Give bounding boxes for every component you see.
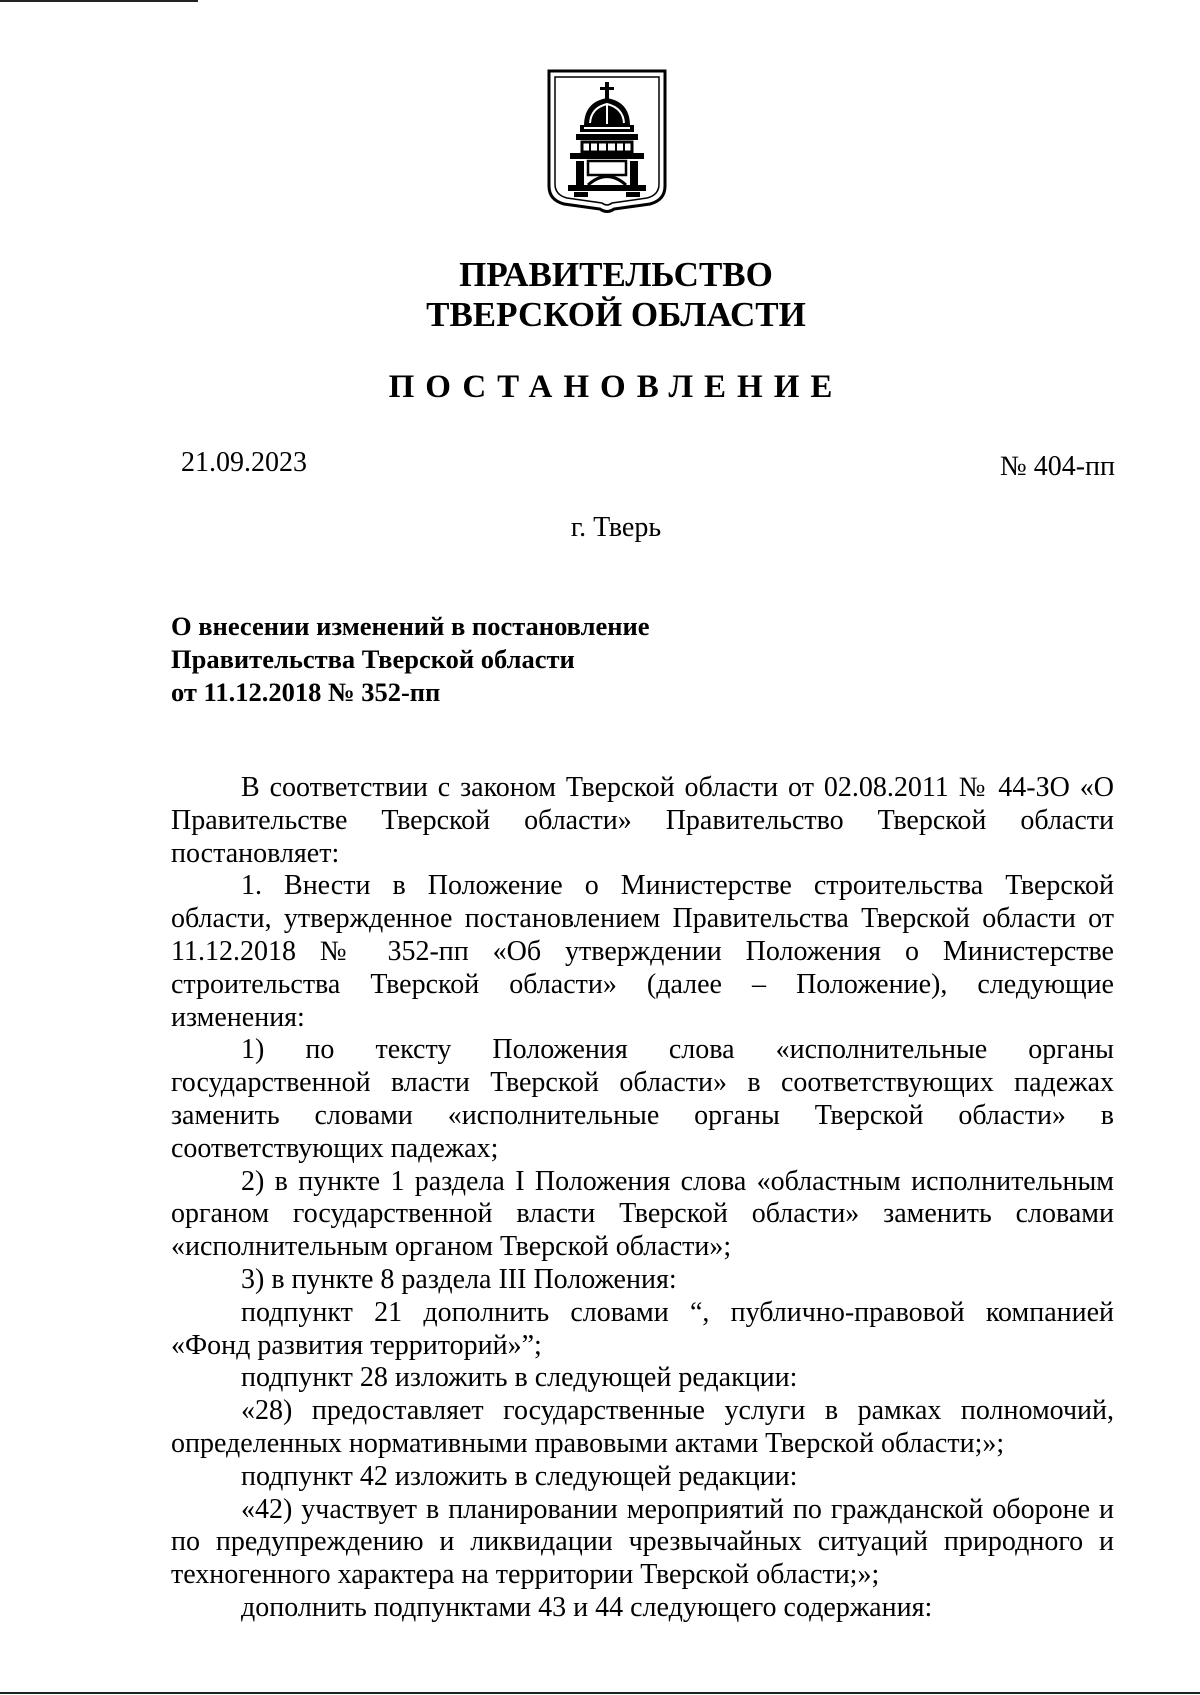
body-paragraph: 3) в пункте 8 раздела III Положения: bbox=[241, 1263, 677, 1295]
org-name-line1: ПРАВИТЕЛЬСТВО bbox=[459, 255, 773, 294]
document-body bbox=[171, 772, 1114, 1625]
tver-coat-of-arms-icon bbox=[546, 68, 668, 218]
body-paragraph: подпункт 42 изложить в следующей редакции: bbox=[241, 1460, 798, 1492]
title-line3: от 11.12.2018 № 352-пп bbox=[171, 677, 441, 707]
org-name-line2: ТВЕРСКОЙ ОБЛАСТИ bbox=[426, 295, 806, 334]
scan-edge-top bbox=[0, 0, 198, 2]
body-paragraph: В соответствии с законом Тверской области от 02.08.2011 № 44-ЗО «О Правительстве Тверской области» Правительство Тверской области постановляет: bbox=[171, 772, 1114, 869]
title-line1: О внесении изменений в постановление bbox=[171, 611, 650, 641]
document-city: г. Тверь bbox=[570, 512, 662, 543]
title-line2: Правительства Тверской области bbox=[171, 644, 575, 674]
document-date: 21.09.2023 bbox=[181, 447, 307, 478]
body-paragraph: подпункт 28 изложить в следующей редакции: bbox=[241, 1362, 798, 1394]
body-paragraph: дополнить подпунктами 43 и 44 следующего содержания: bbox=[241, 1591, 933, 1623]
document-number: № 404-пп bbox=[999, 451, 1115, 482]
body-paragraph: «28) предоставляет государственные услуги в рамках полномочий, определенных нормативными правовыми актами Тверской области;»; bbox=[171, 1395, 1114, 1459]
body-paragraph: 1) по тексту Положения слова «исполнительные органы государственной власти Тверской области» в соответствующих падежах заменить словами «исполнительные органы Тверской области» в соответствующих падежах; bbox=[171, 1034, 1114, 1164]
body-paragraph: «42) участвует в планировании мероприятий по гражданской обороне и по предупреждению и ликвидации чрезвычайных ситуаций природного и техногенного характера на территории Тверской области;»; bbox=[171, 1493, 1114, 1591]
document-title bbox=[171, 610, 650, 709]
body-paragraph: 1. Внести в Положение о Министерстве строительства Тверской области, утвержденное постановлением Правительства Тверской области от 11.12.2018 № 352-пп «Об утверждении Положения о Министерстве строительства Тверской области» (далее – Положение), следующие изменения: bbox=[171, 870, 1114, 1033]
body-paragraph: 2) в пункте 1 раздела I Положения слова «областным исполнительным органом государственной власти Тверской области» заменить словами «исполнительным органом Тверской области»; bbox=[171, 1165, 1114, 1263]
scan-edge-bottom bbox=[0, 1692, 1200, 1694]
document-type: ПОСТАНОВЛЕНИЕ bbox=[388, 369, 844, 405]
body-paragraph: подпункт 21 дополнить словами “, публично-правовой компанией «Фонд развития территорий»”; bbox=[171, 1296, 1114, 1361]
